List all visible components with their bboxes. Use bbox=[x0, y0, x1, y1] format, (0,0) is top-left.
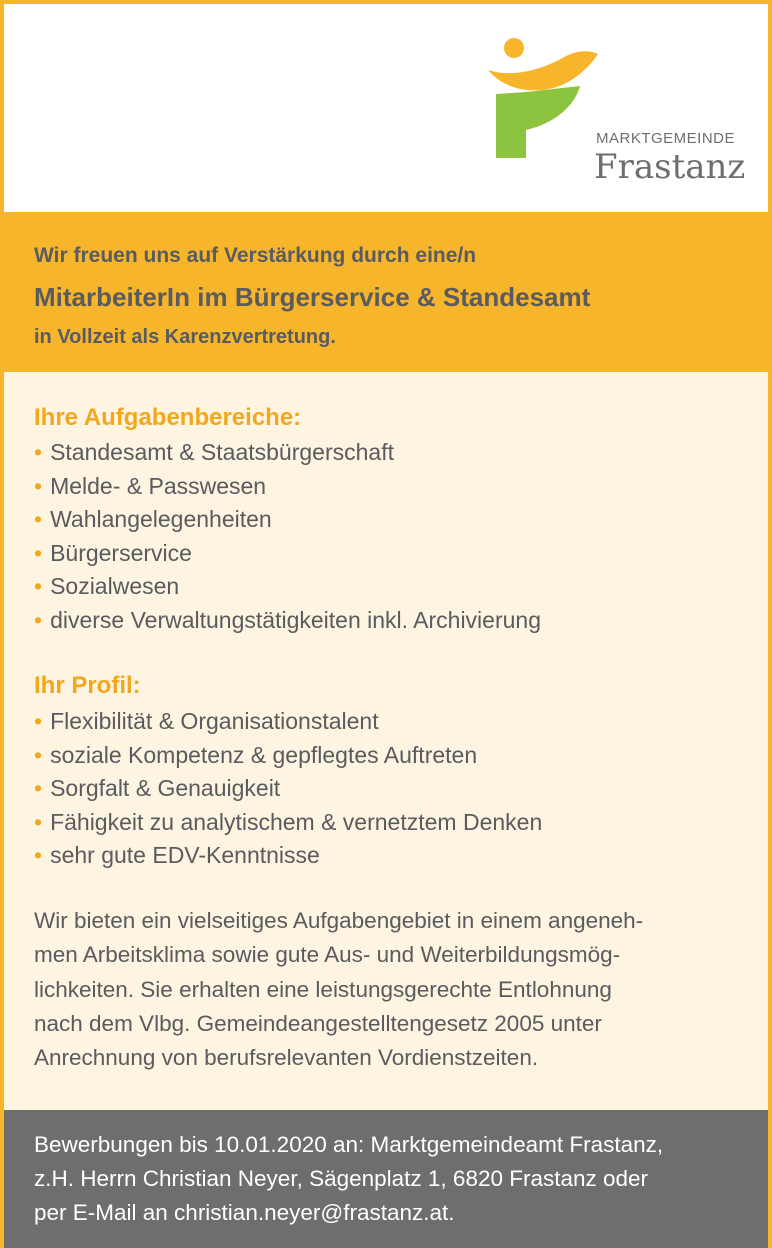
logo-big-text: Frastanz bbox=[594, 147, 746, 187]
bullet-icon: • bbox=[34, 439, 43, 465]
list-item: • Wahlangelegenheiten bbox=[34, 506, 272, 532]
content-area bbox=[4, 372, 768, 1110]
list-item: • Melde- & Passwesen bbox=[34, 472, 267, 499]
list-item: • Sozialwesen bbox=[34, 573, 180, 599]
list-item: • Flexibilität & Organisationstalent bbox=[34, 708, 379, 734]
offer-line: lichkeiten. Sie erhalten eine leistungsgerechte Entlohnung bbox=[34, 976, 612, 1002]
offer-line: men Arbeitsklima sowie gute Aus- und Weiterbildungsmög- bbox=[34, 942, 621, 968]
bullet-icon: • bbox=[34, 539, 43, 566]
frastanz-logo-icon bbox=[482, 32, 602, 162]
job-title: MitarbeiterIn im Bürgerservice & Standesamt bbox=[34, 282, 591, 312]
list-item: • Bürgerservice bbox=[34, 539, 192, 566]
header bbox=[4, 4, 768, 212]
bullet-icon: • bbox=[34, 573, 43, 599]
bullet-icon: • bbox=[34, 606, 43, 633]
bullet-icon: • bbox=[34, 708, 43, 734]
tasks-list bbox=[34, 436, 541, 637]
tasks-heading: Ihre Aufgabenbereiche: bbox=[34, 404, 302, 431]
offer-paragraph bbox=[34, 904, 744, 1075]
bullet-icon: • bbox=[34, 741, 43, 768]
title-banner bbox=[4, 212, 768, 372]
footer-line: z.H. Herrn Christian Neyer, Sägenplatz 1, 6820 Frastanz oder bbox=[34, 1166, 649, 1191]
logo-small-text: MARKTGEMEINDE bbox=[596, 130, 736, 147]
offer-line: nach dem Vlbg. Gemeindeangestelltengesetz 2005 unter bbox=[34, 1010, 602, 1036]
profile-list bbox=[34, 705, 542, 873]
profile-heading: Ihr Profil: bbox=[34, 672, 141, 699]
list-item: • diverse Verwaltungstätigkeiten inkl. Archivierung bbox=[34, 606, 541, 633]
list-item: • Standesamt & Staatsbürgerschaft bbox=[34, 439, 394, 465]
bullet-icon: • bbox=[34, 775, 43, 801]
offer-line: Wir bieten ein vielseitiges Aufgabengebiet in einem angeneh- bbox=[34, 908, 644, 933]
list-item: • Sorgfalt & Genauigkeit bbox=[34, 775, 281, 801]
contact-email-line[interactable]: per E-Mail an christian.neyer@frastanz.at. bbox=[34, 1200, 455, 1225]
list-item: • soziale Kompetenz & gepflegtes Auftreten bbox=[34, 741, 478, 768]
application-footer bbox=[4, 1110, 768, 1248]
job-subtitle: in Vollzeit als Karenzvertretung. bbox=[34, 326, 336, 348]
banner-intro: Wir freuen uns auf Verstärkung durch eine/n bbox=[34, 244, 477, 267]
bullet-icon: • bbox=[34, 472, 43, 499]
offer-line: Anrechnung von berufsrelevanten Vordienstzeiten. bbox=[34, 1045, 539, 1071]
bullet-icon: • bbox=[34, 808, 43, 835]
bullet-icon: • bbox=[34, 506, 43, 532]
list-item: • Fähigkeit zu analytischem & vernetztem Denken bbox=[34, 808, 543, 835]
bullet-icon: • bbox=[34, 842, 43, 868]
list-item: • sehr gute EDV-Kenntnisse bbox=[34, 842, 320, 868]
footer-line: Bewerbungen bis 10.01.2020 an: Marktgemeindeamt Frastanz, bbox=[34, 1132, 664, 1157]
